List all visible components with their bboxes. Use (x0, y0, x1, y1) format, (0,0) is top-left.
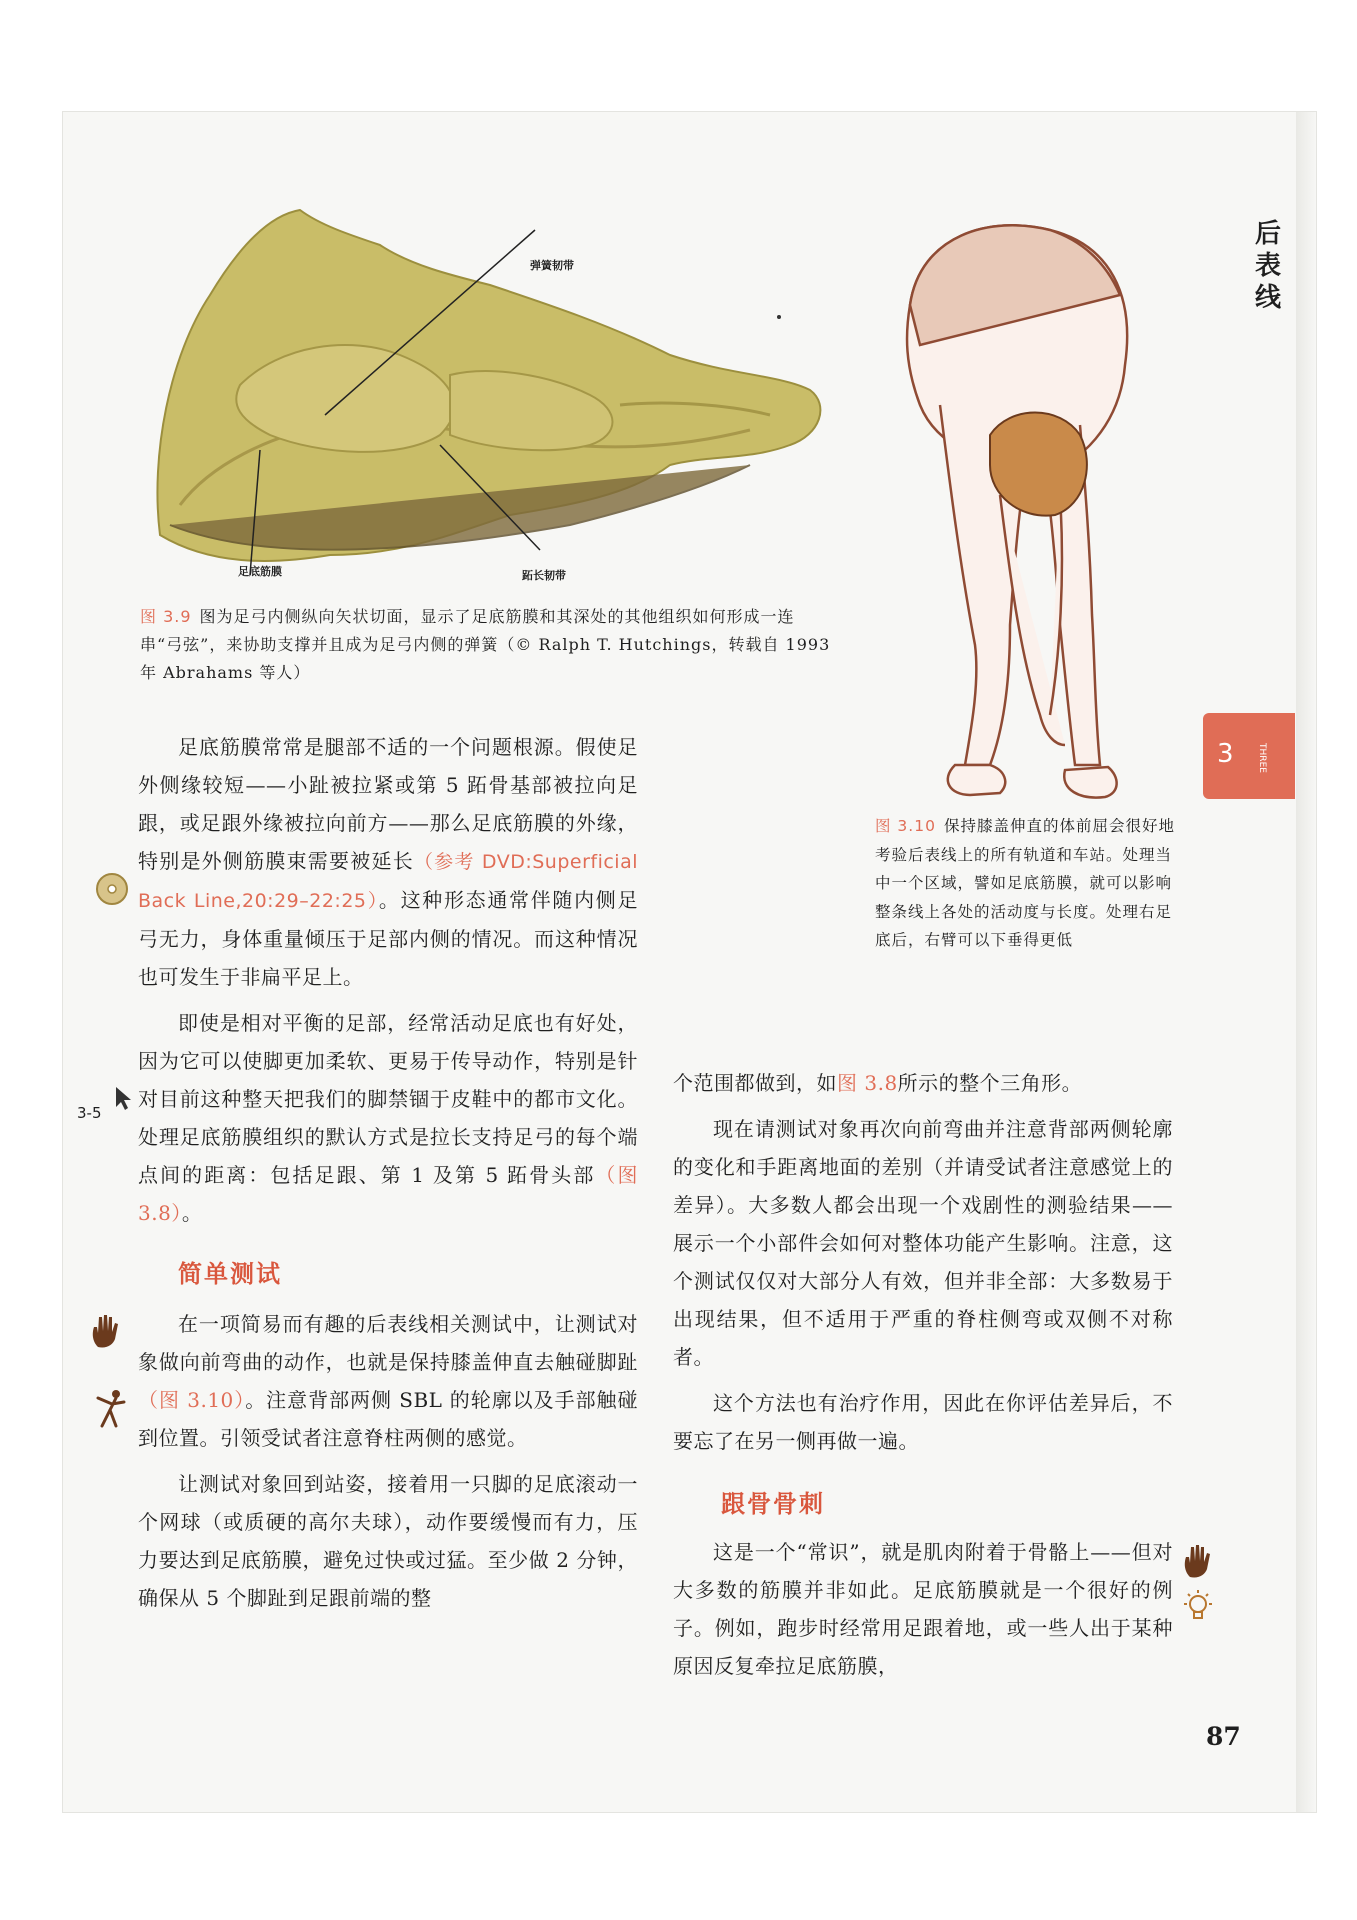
paragraph-2-text-a: 即使是相对平衡的足部，经常活动足底也有好处，因为它可以使脚更加柔软、更易于传导动作，特别是针对目前这种整天把我们的脚禁锢于皮鞋中的都市文化。处理足底筋膜组织的默认方式是拉长支持足弓的每个端点间的距离：包括足跟、第 1 及第 5 跖骨头部 (138, 1011, 638, 1187)
right-paragraph-4: 这是一个“常识”，就是肌肉附着于骨骼上——但对大多数的筋膜并非如此。足底筋膜就是一个很好的例子。例如，跑步时经常用足跟着地，或一些人出于某种原因反复牵拉足底筋膜， (673, 1540, 1173, 1678)
figure-3-9-caption-text: 图为足弓内侧纵向矢状切面，显示了足底筋膜和其深处的其他组织如何形成一连串“弓弦”，来协助支撑并且成为足弓内侧的弹簧（© Ralph T. Hutchings，转载自 1993 年 Abrahams 等人） (140, 607, 831, 682)
left-column (138, 728, 638, 1617)
figure-3-9-caption (140, 603, 835, 687)
figure-3-10-caption-text: 保持膝盖伸直的体前屈会很好地考验后表线上的所有轨道和车站。处理当中一个区域，譬如足底筋膜，就可以影响整条线上各处的活动度与长度。处理右足底后，右臂可以下垂得更低 (875, 817, 1175, 949)
chapter-tab (1203, 713, 1295, 799)
dvd-reference: （参考 DVD:Superficial Back Line,20:29–22:25） (138, 851, 639, 912)
page-number: 87 (1206, 1722, 1241, 1751)
figure-3-10-label: 图 3.10 (875, 817, 936, 835)
paragraph-3-text-a: 在一项简易而有趣的后表线相关测试中，让测试对象做向前弯曲的动作，也就是保持膝盖伸直去触碰脚趾 (138, 1312, 638, 1374)
paragraph-1-text-b: 。这种形态通常伴随内侧足弓无力，身体重量倾压于足部内侧的情况。而这种情况也可发生于非扁平足上。 (138, 888, 639, 989)
dvd-disc-icon (95, 872, 129, 906)
right-paragraph-2: 现在请测试对象再次向前弯曲并注意背部两侧轮廓的变化和手距离地面的差别（并请受试者注意感觉上的差异）。大多数人都会出现一个戏剧性的测验结果——展示一个小部件会如何对整体功能产生影响。注意，这个测试仅仅对大部分人有效，但并非全部：大多数易于出现结果，但不适用于严重的脊柱侧弯或双侧不对称者。 (673, 1117, 1173, 1369)
right-paragraph-3: 这个方法也有治疗作用，因此在你评估差异后，不要忘了在另一侧再做一遍。 (673, 1391, 1173, 1453)
lightbulb-icon (1180, 1588, 1216, 1628)
cursor-arrow-icon (114, 1085, 134, 1111)
figure-3-9-label: 图 3.9 (140, 607, 192, 626)
paragraph-3 (138, 1305, 638, 1457)
right-paragraph-1-text-b: 所示的整个三角形。 (897, 1071, 1083, 1095)
forward-bend-illustration (880, 205, 1165, 805)
right-paragraph-1 (673, 1064, 1173, 1102)
foot-section-photo (150, 205, 830, 585)
side-chapter-title: 后表线 (1254, 219, 1281, 313)
callout-long-plantar-ligament: 跖长韧带 (522, 569, 566, 582)
paragraph-2-text-b: 。 (181, 1201, 203, 1225)
paragraph-4: 让测试对象回到站姿，接着用一只脚的足底滚动一个网球（或质硬的高尔夫球），动作要缓慢而有力，压力要达到足底筋膜，避免过快或过猛。至少做 2 分钟，确保从 5 个脚趾到足跟前端的整 (138, 1472, 638, 1610)
chapter-word: THREE (1256, 743, 1267, 773)
callout-spring-ligament: 弹簧韧带 (530, 259, 574, 272)
stretch-figure-icon (94, 1388, 128, 1428)
right-paragraph-1-text-a: 个范围都做到，如 (673, 1071, 837, 1095)
paragraph-1-text-a: 足底筋膜常常是腿部不适的一个问题根源。假使足外侧缘较短——小趾被拉紧或第 5 跖骨基部被拉向足跟，或足跟外缘被拉向前方——那么足底筋膜的外缘，特别是外侧筋膜束需要被延长 (138, 735, 638, 873)
section-marker: 3-5 (77, 1104, 102, 1122)
page-edge (1296, 112, 1316, 1812)
hand-icon (88, 1313, 124, 1349)
paragraph-2 (138, 1004, 638, 1232)
section-heading-simple-test: 简单测试 (178, 1259, 282, 1288)
figure-3-10-reference: （图 3.10） (138, 1388, 246, 1412)
section-heading-heel-spur: 跟骨骨刺 (721, 1489, 825, 1518)
paragraph-3-text-b: 。注意背部两侧 SBL 的轮廓以及手部触碰到位置。引领受试者注意脊柱两侧的感觉。 (138, 1388, 638, 1450)
figure-3-8-reference: （图 3.8） (138, 1163, 638, 1225)
paragraph-1 (138, 728, 638, 996)
hand-icon-right (1180, 1543, 1216, 1579)
right-figure-3-8-reference: 图 3.8 (837, 1071, 898, 1095)
callout-plantar-fascia: 足底筋膜 (238, 565, 282, 578)
figure-3-10-caption (875, 812, 1175, 955)
right-column (673, 1064, 1173, 1685)
speck (777, 315, 781, 319)
chapter-number: 3 (1217, 739, 1234, 769)
